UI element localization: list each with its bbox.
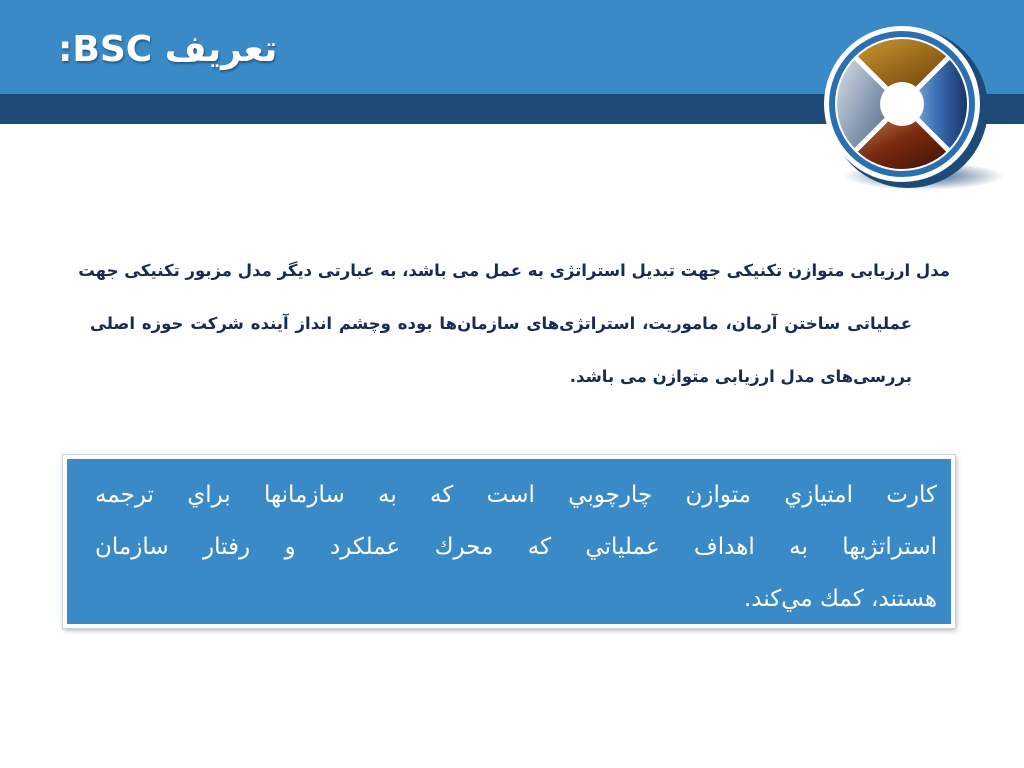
slide-title: تعریف BSC: <box>58 29 278 70</box>
bsc-definition-paragraph <box>78 244 950 403</box>
paragraph-line: مدل ارزیابی متوازن تکنیکی جهت تبدیل استراتژی به عمل می باشد، به عبارتی دیگر مدل مزبور تکنیکی جهت <box>78 261 950 280</box>
callout-line: كارت امتيازي متوازن چارچوبي است كه به سازمانها براي ترجمه <box>95 482 937 508</box>
strategy-photo-collage-circle-icon <box>812 18 1012 196</box>
paragraph-line: عملیاتی ساختن آرمان، ماموریت، استراتژی‌های سازمان‌ها بوده وچشم انداز آینده شرکت حوزه اصلی <box>90 314 912 333</box>
paragraph-line: بررسی‌های مدل ارزیابی متوازن می باشد. <box>569 367 912 386</box>
callout-line: استراتژيها به اهداف عملياتي كه محرك عملكرد و رفتار سازمان <box>95 534 937 560</box>
callout-text <box>95 469 937 625</box>
callout-line: هستند، كمك مي‌كند. <box>743 586 937 612</box>
definition-callout-box <box>63 455 955 628</box>
